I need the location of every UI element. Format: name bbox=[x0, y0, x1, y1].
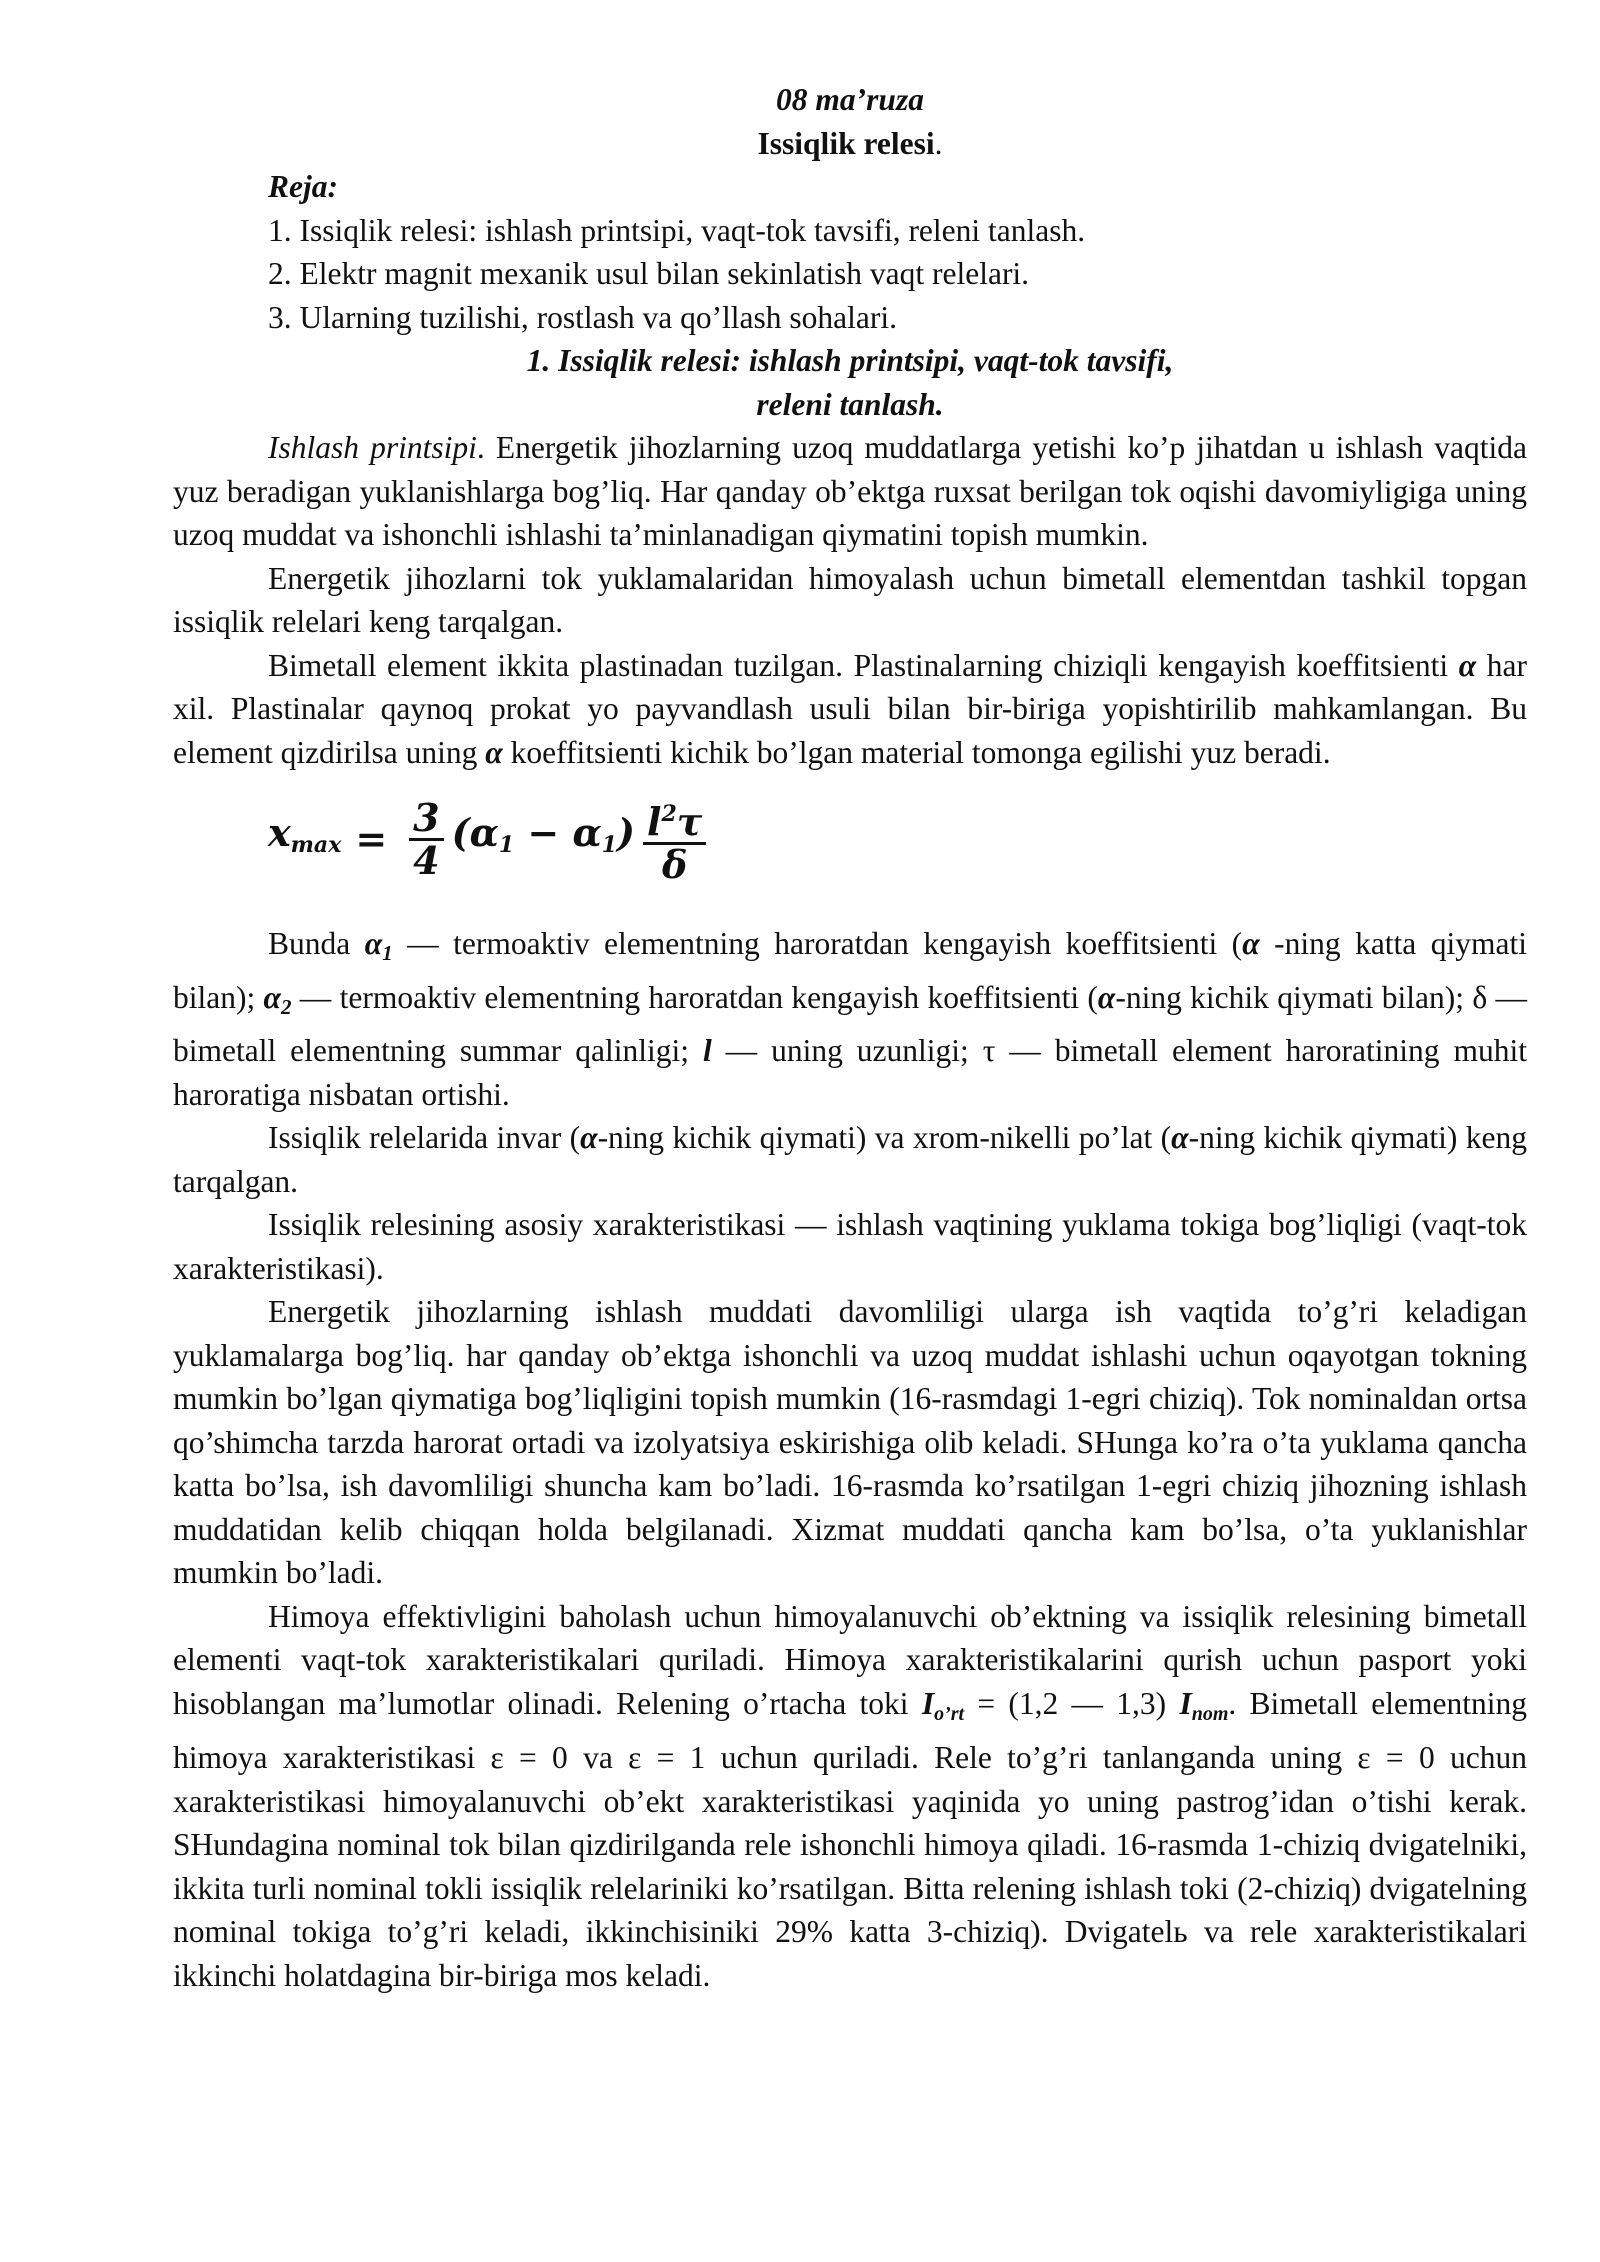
alpha1-symbol bbox=[364, 926, 393, 965]
paragraph-bimetal-element bbox=[173, 644, 1527, 775]
alpha-sub: 1 bbox=[382, 941, 393, 965]
principle-lead: Ishlash printsipi bbox=[268, 430, 477, 465]
paragraph-protection bbox=[173, 1595, 1527, 1998]
text-fragment: Bimetall element ikkita plastinadan tuzilgan. Plastinalarning chiziqli kengayish koeffitsienti bbox=[268, 647, 1459, 683]
current-sub: o’rt bbox=[934, 1702, 965, 1725]
deflection-formula bbox=[268, 784, 1527, 894]
text-fragment: — uning uzunligi; τ — bimetall element haroratining muhit haroratiga nisbatan ortishi. bbox=[173, 1033, 1527, 1112]
formula-tau: τ bbox=[676, 798, 703, 844]
section-heading-line1: 1. Issiqlik relesi: ishlash printsipi, vaqt-tok tavsifi, bbox=[526, 343, 1174, 378]
plan-label: Reja: bbox=[268, 169, 338, 204]
alpha-char: α bbox=[263, 979, 281, 1015]
formula-alpha2: − α bbox=[514, 809, 602, 855]
formula-paren bbox=[452, 811, 635, 868]
lecture-number: 08 ma’ruza bbox=[776, 82, 924, 117]
page-title-dot: . bbox=[934, 125, 943, 161]
text-fragment: . Bimetall elementning himoya xarakteristikasi ε = 0 va ε = 1 uchun quriladi. Rele to’g’ri tanlanganda uning ε = 0 uchun xarakteristikasi himoyalanuvchi ob’ekt xarakteristikasi yaqinida yo uning pastrog’idan o’tishi kerak. SHundagina nominal tok bilan qizdirilganda rele ishonchli himoya qiladi. 16-rasmda 1-chiziq dvigatelniki, ikkita turli nominal tokli issiqlik relelariniki ko’rsatilgan. Bitta relening ishlash toki (2-chiziq) dvigatelning nominal tokiga to’g’ri keladi, ikkinchisiniki 29% katta 3-chiziq). Dvigatelь va rele xarakteristikalari ikkinchi holatdagina bir-biriga mos keladi. bbox=[173, 1685, 1528, 1993]
alpha-symbol: α bbox=[485, 734, 503, 770]
page-title bbox=[173, 122, 1527, 166]
section-heading-line2: releni tanlash. bbox=[756, 386, 944, 422]
text-fragment: -ning katta qiymati bilan); bbox=[173, 926, 1527, 1015]
current-char: I bbox=[1179, 1685, 1192, 1721]
fraction-numerator: 3 bbox=[409, 798, 443, 841]
paragraph-main-characteristic: Issiqlik relesining asosiy xarakteristikasi — ishlash vaqtining yuklama tokiga bog’liqligi (vaqt-tok xarakteristikasi). bbox=[173, 1207, 1527, 1286]
formula-fraction-ltau bbox=[643, 794, 706, 885]
text-fragment: = (1,2 — 1,3) bbox=[964, 1685, 1180, 1721]
paragraph-definitions bbox=[173, 922, 1527, 1116]
text-fragment: -ning kichik qiymati) va xrom-nikelli po’lat ( bbox=[597, 1120, 1172, 1155]
formula-paren-close: ) bbox=[617, 809, 635, 855]
plan-block bbox=[173, 165, 1527, 339]
formula-x: x bbox=[268, 809, 291, 855]
formula-x-sub: max bbox=[290, 831, 342, 858]
current-avg-symbol bbox=[921, 1685, 965, 1725]
l-symbol: l bbox=[702, 1033, 712, 1068]
formula-alpha1: (α bbox=[451, 809, 499, 855]
paragraph-bimetal-relays: Energetik jihozlarni tok yuklamalaridan himoyalash uchun bimetall elementdan tashkil topgan issiqlik relelari keng tarqalgan. bbox=[173, 560, 1527, 639]
alpha-symbol: α bbox=[1171, 1120, 1189, 1155]
current-char: I bbox=[921, 1685, 935, 1721]
principle-text: . Energetik jihozlarning uzoq muddatlarga yetishi ko’p jihatdan u ishlash vaqtida yuz beradigan yuklanishlarga bog’liq. Har qanday ob’ektga ruxsat berilgan tok oqishi davomiyligiga uning uzoq muddat va ishonchli ishlashi ta’minlanadigan qiymatini topish mumkin. bbox=[173, 430, 1527, 552]
alpha-symbol: α bbox=[1458, 647, 1477, 683]
text-fragment: koeffitsienti kichik bo’lgan material tomonga egilishi yuz beradi. bbox=[502, 734, 1331, 770]
formula-l: l bbox=[647, 798, 662, 844]
document-page bbox=[173, 78, 1527, 1997]
alpha2-symbol bbox=[263, 979, 292, 1019]
text-fragment: Himoya effektivligini baholash uchun himoyalanuvchi ob’ektning va issiqlik relesining bimetall elementi vaqt-tok xarakteristikalari quriladi. Himoya xarakteristikalarini qurish uchun pasport yoki hisoblangan ma’lumotlar olinadi. Relening o’rtacha toki bbox=[173, 1598, 1527, 1721]
text-fragment: — termoaktiv elementning haroratdan kengayish koeffitsienti ( bbox=[291, 979, 1098, 1015]
alpha-sub: 2 bbox=[280, 994, 292, 1019]
formula-alpha1-sub: 1 bbox=[498, 831, 515, 858]
plan-item: 3. Ularning tuzilishi, rostlash va qo’llash sohalari. bbox=[268, 299, 898, 335]
fraction-numerator bbox=[643, 794, 706, 845]
text-fragment: har xil. Plastinalar qaynoq prokat yo payvandlash usuli bilan bir-biriga yopishtirilib mahkamlangan. Bu element qizdirilsa uning bbox=[173, 647, 1527, 770]
alpha-char: α bbox=[364, 926, 383, 961]
formula-equals: = bbox=[355, 816, 388, 862]
alpha-symbol: α bbox=[1242, 926, 1260, 961]
text-fragment: -ning kichik qiymati) keng tarqalgan. bbox=[173, 1120, 1528, 1199]
formula-alpha2-sub: 1 bbox=[601, 831, 618, 858]
paragraph-service-life: Energetik jihozlarning ishlash muddati davomliligi ularga ish vaqtida to’g’ri keladigan yuklamalarga bog’liq. har qanday ob’ektga ishonchli va uzoq muddat ishlashi uchun oqayotgan tokning mumkin bo’lgan qiymatiga bog’liqligini topish mumkin (16-rasmdagi 1-egri chiziq). Tok nominaldan ortsa qo’shimcha tarzda harorat ortadi va izolyatsiya eskirishiga olib keladi. SHunga ko’ra o’ta yuklama qancha katta bo’lsa, ish davomliligi shuncha kam bo’ladi. 16-rasmda ko’rsatilgan 1-egri chiziq jihozning ishlash muddatidan kelib chiqqan holda belgilanadi. Xizmat muddati qancha kam bo’lsa, o’ta yuklanishlar mumkin bo’ladi. bbox=[173, 1294, 1527, 1590]
text-fragment: — termoaktiv elementning haroratdan kengayish koeffitsienti ( bbox=[392, 926, 1243, 961]
text-fragment: Issiqlik relelarida invar ( bbox=[268, 1120, 581, 1155]
plan-item: 1. Issiqlik relesi: ishlash printsipi, vaqt-tok tavsifi, releni tanlash. bbox=[268, 212, 1086, 248]
fraction-denominator: δ bbox=[661, 841, 688, 887]
text-fragment: Bunda bbox=[268, 926, 365, 961]
alpha-symbol: α bbox=[1097, 979, 1116, 1015]
plan-item: 2. Elektr magnit mexanik usul bilan sekinlatish vaqt relelari. bbox=[268, 256, 1030, 291]
page-title-text: Issiqlik relesi bbox=[757, 125, 935, 161]
formula-fraction-coef bbox=[409, 794, 443, 883]
text-fragment: -ning kichik qiymati bilan); δ — bimetall elementning summar qalinligi; bbox=[173, 979, 1527, 1068]
current-nom-symbol bbox=[1179, 1685, 1229, 1725]
formula-lhs bbox=[268, 811, 341, 868]
paragraph-materials bbox=[173, 1116, 1527, 1203]
formula-l-sup: 2 bbox=[661, 800, 677, 827]
fraction-denominator: 4 bbox=[413, 837, 440, 883]
paragraph-principle bbox=[173, 426, 1527, 557]
alpha-symbol: α bbox=[580, 1120, 598, 1155]
current-sub: nom bbox=[1191, 1702, 1229, 1725]
